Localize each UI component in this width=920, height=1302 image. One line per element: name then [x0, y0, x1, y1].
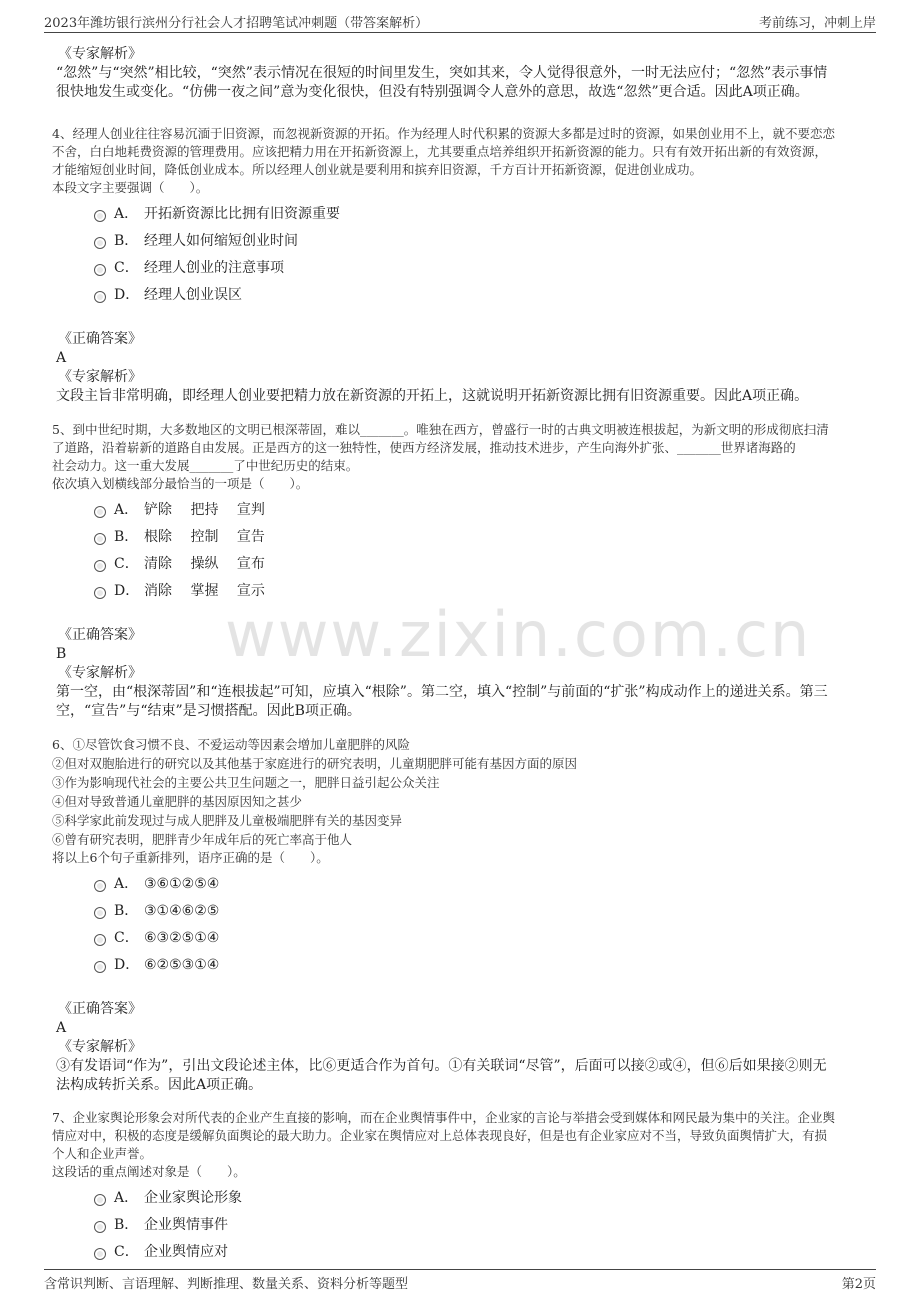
radio-button-icon[interactable] [94, 961, 106, 973]
prev-explanation-block [52, 44, 872, 102]
option-b[interactable]: B． 根除 控制 宣告 [94, 524, 872, 551]
question-text: 7、企业家舆论形象会对所代表的企业产生直接的影响，而在企业舆情事件中，企业家的言论与举措会受到媒体和网民最为集中的关注。企业舆 情应对中，积极的态度是缓解负面舆论的最大助力。企业家在舆情应对上总体表现良好，但是也有企业家应对不当，导致负面舆情扩大，有损 个人和企业声誉。 [52, 1110, 835, 1161]
explanation-text: ③有发语词“作为”，引出文段论述主体，比⑥更适合作为首句。①有关联词“尽管”，后面可以接②或④，但⑥后如果接②则无 法构成转折关系。因此A项正确。 [56, 1058, 827, 1093]
question-text: 5、到中世纪时期，大多数地区的文明已根深蒂固，难以_______。唯独在西方，曾盛行一时的古典文明被连根拔起，为新文明的形成彻底扫清 了道路，沿着崭新的道路自由发展。正是西方的这一独特性，使西方经济发展，推动技术进步，产生向海外扩张、_______世界诸海路的 社会动力。这一重大发展_______了中世纪历史的结束。 [52, 422, 829, 473]
explanation-label: 《专家解析》 [58, 369, 142, 385]
options-list [94, 871, 872, 979]
watermark: www.zixin.com.cn [225, 598, 812, 671]
explanation-text: 第一空，由“根深蒂固”和“连根拔起”可知，应填入“根除”。第二空，填入“控制”与前面的“扩张”构成动作上的递进关系。第三 空，“宣告”与“结束”是习惯搭配。因此B项正确。 [56, 684, 828, 719]
correct-answer: B [56, 646, 67, 662]
explanation-text: “忽然”与“突然”相比较，“突然”表示情况在很短的时间里发生，突如其来，令人觉得很意外，一时无法应付；“忽然”表示事情 很快地发生或变化。“仿佛一夜之间”意为变化很快，但没有特别强调令人意外的意思，故选“忽然”更合适。因此A项正确。 [56, 65, 828, 100]
radio-button-icon[interactable] [94, 237, 106, 249]
options-list [94, 1185, 872, 1266]
option-a[interactable]: A． ③⑥①②⑤④ [94, 871, 872, 898]
question-prompt: 这段话的重点阐述对象是（ ）。 [52, 1164, 246, 1179]
radio-button-icon[interactable] [94, 291, 106, 303]
correct-answer: A [56, 350, 67, 366]
explanation-text: 文段主旨非常明确，即经理人创业要把精力放在新资源的开拓上，这就说明开拓新资源比拥有旧资源重要。因此A项正确。 [56, 388, 809, 404]
question-4 [52, 125, 872, 406]
radio-button-icon[interactable] [94, 264, 106, 276]
question-prompt: 依次填入划横线部分最恰当的一项是（ ）。 [52, 476, 309, 491]
question-prompt: 本段文字主要强调（ ）。 [52, 180, 209, 195]
question-text: 4、经理人创业往往容易沉湎于旧资源，而忽视新资源的开拓。作为经理人时代积累的资源大多都是过时的资源，如果创业用不上，就不要恋恋 不舍，白白地耗费资源的管理费用。应该把精力用在开拓新资源上，尤其要重点培养组织开拓新资源的能力。只有有效开拓出新的有效资源， 才能缩短创业时间，降低创业成本。所以经理人创业就是要利用和摈弃旧资源，千方百计开拓新资源，促进创业成功。 [52, 126, 835, 177]
question-5 [52, 421, 872, 721]
question-7 [52, 1109, 872, 1266]
option-c[interactable]: C． 经理人创业的注意事项 [94, 255, 872, 282]
page-header [44, 10, 876, 33]
option-a[interactable]: A． 企业家舆论形象 [94, 1185, 872, 1212]
radio-button-icon[interactable] [94, 880, 106, 892]
answer-label: 《正确答案》 [58, 331, 142, 347]
option-c[interactable]: C． 企业舆情应对 [94, 1239, 872, 1266]
radio-button-icon[interactable] [94, 210, 106, 222]
option-c[interactable]: C． ⑥③②⑤①④ [94, 925, 872, 952]
option-b[interactable]: B． 企业舆情事件 [94, 1212, 872, 1239]
explanation-label: 《专家解析》 [58, 1039, 142, 1055]
option-c[interactable]: C． 清除 操纵 宣布 [94, 551, 872, 578]
answer-label: 《正确答案》 [58, 1001, 142, 1017]
radio-button-icon[interactable] [94, 1194, 106, 1206]
option-b[interactable]: B． 经理人如何缩短创业时间 [94, 228, 872, 255]
radio-button-icon[interactable] [94, 506, 106, 518]
options-list [94, 497, 872, 605]
explanation-label: 《专家解析》 [58, 665, 142, 681]
page-footer [44, 1269, 876, 1292]
page-content [52, 44, 872, 1266]
radio-button-icon[interactable] [94, 587, 106, 599]
radio-button-icon[interactable] [94, 934, 106, 946]
document-title: 2023年潍坊银行滨州分行社会人才招聘笔试冲刺题（带答案解析） [44, 16, 429, 31]
header-slogan: 考前练习，冲刺上岸 [758, 16, 876, 31]
option-a[interactable]: A． 开拓新资源比比拥有旧资源重要 [94, 201, 872, 228]
option-b[interactable]: B． ③①④⑥②⑤ [94, 898, 872, 925]
radio-button-icon[interactable] [94, 560, 106, 572]
options-list [94, 201, 872, 309]
option-d[interactable]: D． 消除 掌握 宣示 [94, 578, 872, 605]
question-6 [52, 735, 872, 1095]
footer-topics: 含常识判断、言语理解、判断推理、数量关系、资料分析等题型 [44, 1277, 409, 1292]
option-a[interactable]: A． 铲除 把持 宣判 [94, 497, 872, 524]
option-d[interactable]: D． ⑥②⑤③①④ [94, 952, 872, 979]
radio-button-icon[interactable] [94, 533, 106, 545]
page-number: 第2页 [841, 1277, 876, 1292]
radio-button-icon[interactable] [94, 1221, 106, 1233]
explanation-label: 《专家解析》 [58, 46, 142, 62]
answer-label: 《正确答案》 [58, 627, 142, 643]
radio-button-icon[interactable] [94, 1248, 106, 1260]
sentence-list: 6、①尽管饮食习惯不良、不爱运动等因素会增加儿童肥胖的风险 ②但对双胞胎进行的研究以及其他基于家庭进行的研究表明，儿童期肥胖可能有基因方面的原因 ③作为影响现代社会的主要公共卫生问题之一，肥胖日益引起公众关注 ④但对导致普通儿童肥胖的基因原因知之甚少 ⑤科学家此前发现过与成人肥胖及儿童极端肥胖有关的基因变异 ⑥曾有研究表明，肥胖青少年成年后的死亡率高于他人 [52, 737, 578, 847]
correct-answer: A [56, 1020, 67, 1036]
radio-button-icon[interactable] [94, 907, 106, 919]
question-prompt: 将以上6个句子重新排列，语序正确的是（ ）。 [52, 850, 329, 865]
option-d[interactable]: D． 经理人创业误区 [94, 282, 872, 309]
